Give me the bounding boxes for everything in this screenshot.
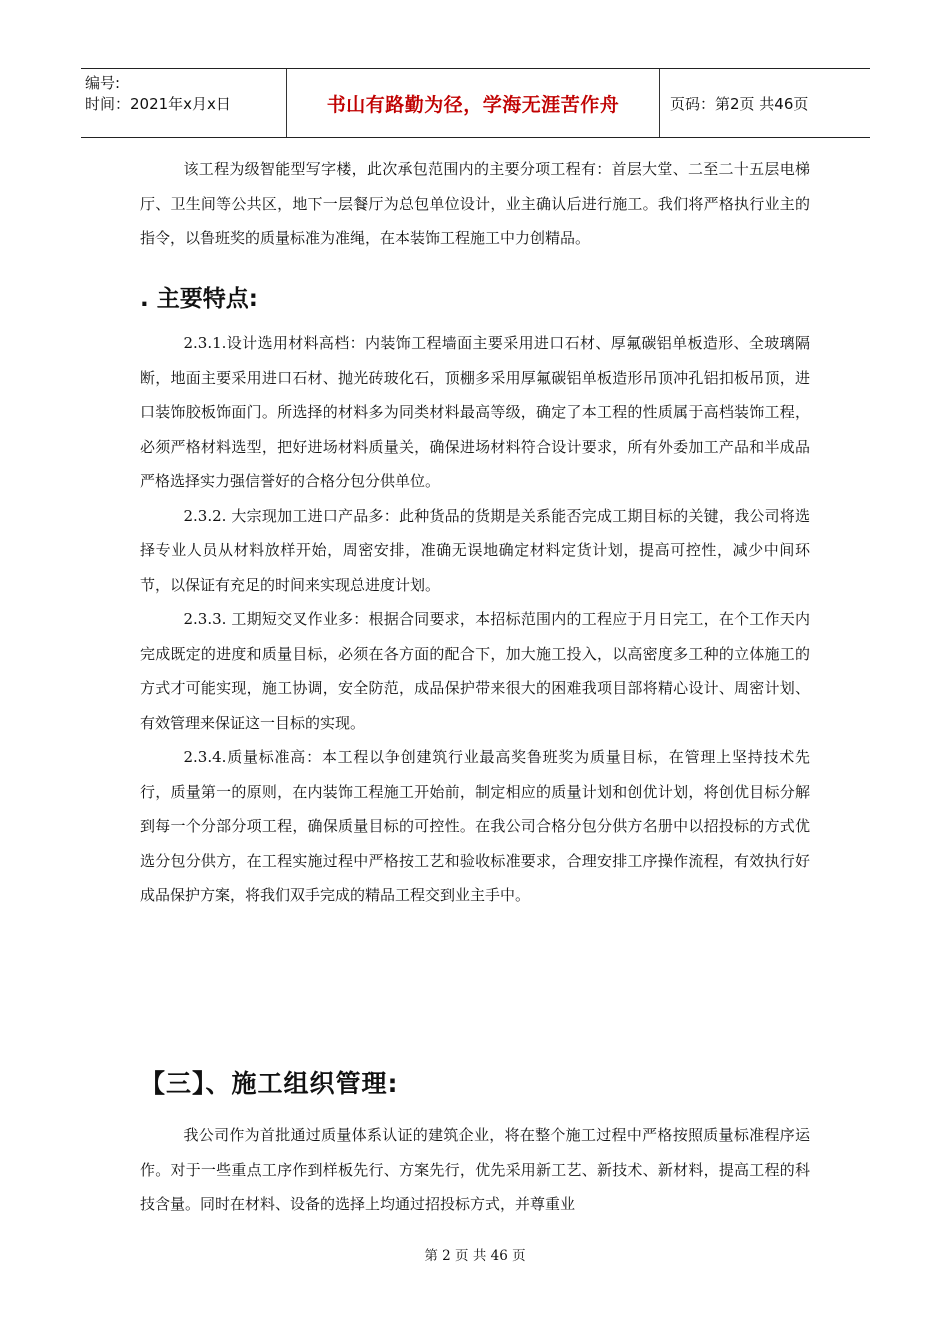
features-section [140,326,810,913]
header-table [81,68,870,138]
feature-paragraph-4: 2.3.4.质量标准高：本工程以争创建筑行业最高奖鲁班奖为质量目标，在管理上坚持技术先行，质量第一的原则，在内装饰工程施工开始前，制定相应的质量计划和创优计划，将创优目标分解到每一个分部分项工程，确保质量目标的可控性。在我公司合格分包分供方名册中以招投标的方式优选分包分供方，在工程实施过程中严格按工艺和验收标准要求，合理安排工序操作流程，有效执行好成品保护方案，将我们双手完成的精品工程交到业主手中。 [140,748,810,904]
header-meta-cell [81,69,287,137]
org-paragraph: 我公司作为首批通过质量体系认证的建筑企业，将在整个施工过程中严格按照质量标准程序运作。对于一些重点工序作到样板先行、方案先行，优先采用新工艺、新技术、新材料，提高工程的科技含量。同时在材料、设备的选择上均通过招投标方式，并尊重业 [140,1126,810,1213]
intro-paragraph: 该工程为级智能型写字楼，此次承包范围内的主要分项工程有：首层大堂、二至二十五层电梯厅、卫生间等公共区，地下一层餐厅为总包单位设计，业主确认后进行施工。我们将严格执行业主的指令，以鲁班奖的质量标准为准绳，在本装饰工程施工中力创精品。 [140,160,810,247]
org-heading: 【三】、施工组织管理: [140,1069,399,1098]
header-motto: 书山有路勤为径，学海无涯苦作舟 [287,69,660,137]
feature-paragraph-2: 2.3.2. 大宗现加工进口产品多：此种货品的货期是关系能否完成工期目标的关键，我公司将选择专业人员从材料放样开始，周密安排，准确无误地确定材料定货计划，提高可控性，减少中间环节，以保证有充足的时间来实现总进度计划。 [140,506,810,594]
features-heading: . 主要特点: [140,286,258,312]
feature-paragraph-1: 2.3.1.设计选用材料高档：内装饰工程墙面主要采用进口石材、厚氟碳铝单板造形、全玻璃隔断，地面主要采用进口石材、抛光砖玻化石，顶棚多采用厚氟碳铝单板造形吊顶冲孔铝扣板吊顶，进口装饰胶板饰面门。所选择的材料多为同类材料最高等级，确定了本工程的性质属于高档装饰工程，必须严格材料选型，把好进场材料质量关，确保进场材料符合设计要求，所有外委加工产品和半成品严格选择实力强信誉好的合格分包分供单位。 [140,334,810,490]
intro-section [140,152,810,256]
org-section [140,1118,810,1222]
feature-paragraph-3: 2.3.3. 工期短交叉作业多：根据合同要求，本招标范围内的工程应于月日完工，在个工作天内完成既定的进度和质量目标，必须在各方面的配合下，加大施工投入，以高密度多工种的立体施工的方式才可能实现，施工协调，安全防范，成品保护带来很大的困难我项目部将精心设计、周密计划、有效管理来保证这一目标的实现。 [140,610,810,732]
page-footer: 第 2 页 共 46 页 [424,1248,526,1264]
header-page-info: 页码：第2页 共46页 [670,94,809,113]
document-date: 时间：2021年x月x日 [85,95,231,113]
document-number-label: 编号: [85,74,121,92]
